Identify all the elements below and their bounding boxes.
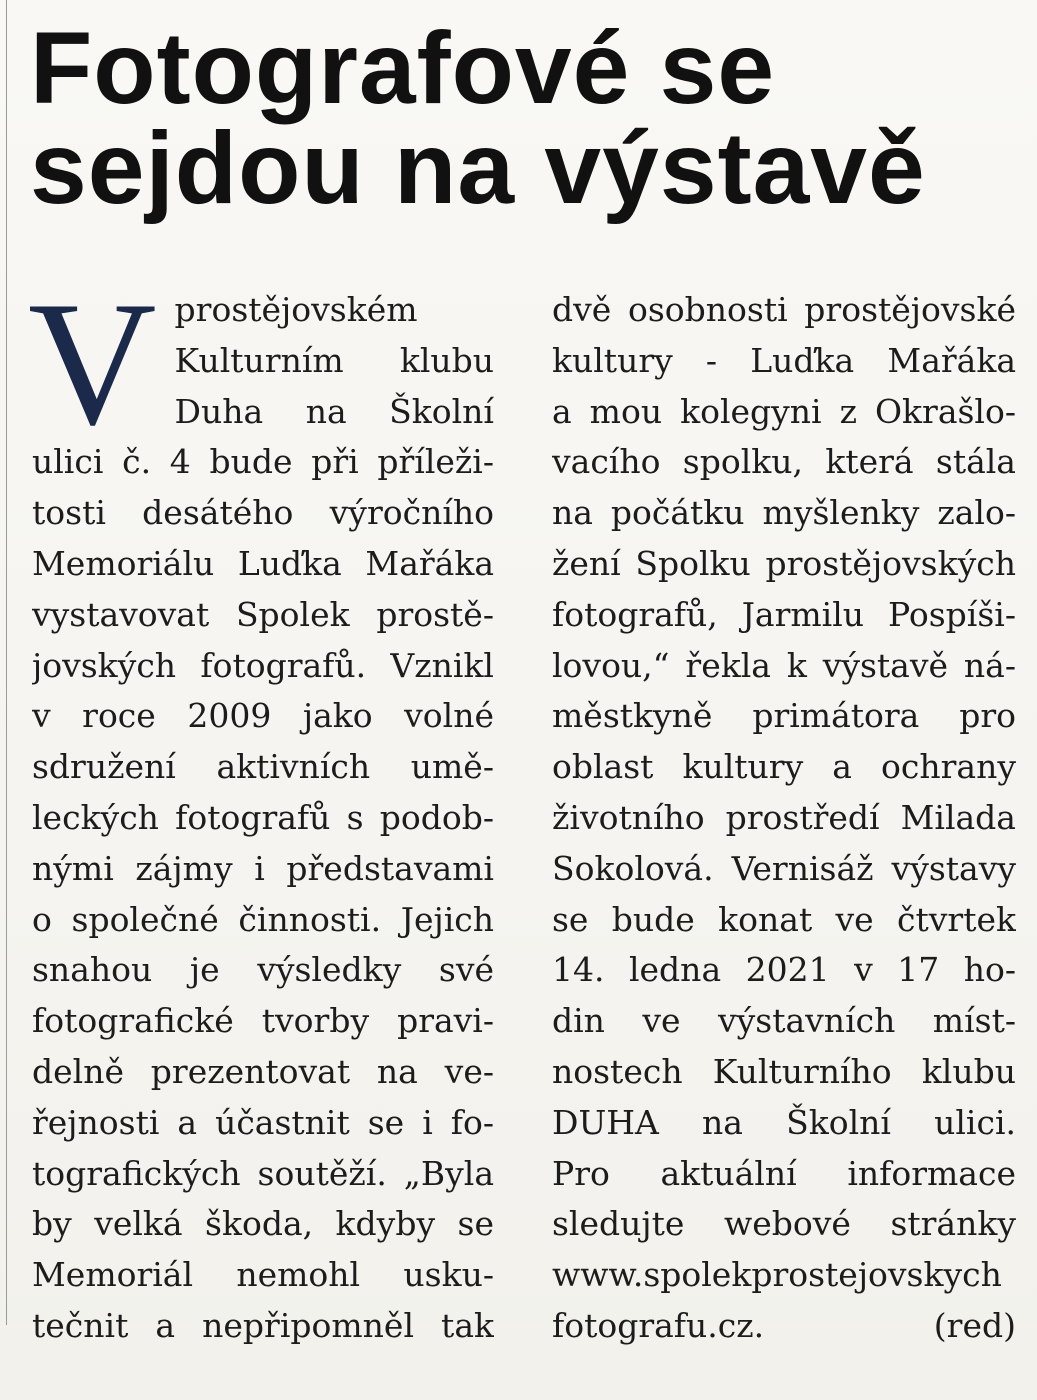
- article-text-line: tografických soutěží. „Byla: [32, 1153, 494, 1193]
- article-text-line: www.spolekprostejovskych: [552, 1255, 1002, 1295]
- headline: [30, 11, 1020, 225]
- article-text-line: nostech Kulturního klubu: [552, 1051, 1016, 1091]
- article-text-line: městkyně primátora pro: [552, 696, 1016, 736]
- article-text-line: delně prezentovat na ve-: [32, 1051, 494, 1091]
- article-text-line: by velká škoda, kdyby se: [32, 1204, 494, 1244]
- article-text-line: životního prostředí Milada: [552, 797, 1016, 837]
- article-text-line: tosti desátého výročního: [32, 493, 494, 533]
- article-text-line: nými zájmy i představami: [32, 848, 494, 888]
- article-text-line: vacího spolku, která stála: [552, 442, 1016, 482]
- article-text-line: v roce 2009 jako volné: [32, 696, 494, 736]
- article-text-line: o společné činnosti. Jejich: [32, 899, 494, 939]
- article-text-line: fotografické tvorby pravi-: [32, 1001, 494, 1041]
- article-text-line: DUHA na Školní ulici.: [552, 1102, 1016, 1142]
- article-text-line: prostějovském: [174, 290, 418, 329]
- article-text-line: Memoriál nemohl usku-: [32, 1255, 494, 1295]
- article-column-right: [552, 285, 1016, 1352]
- article-text-line: Sokolová. Vernisáž výstavy: [552, 848, 1016, 888]
- article-text-line: řejnosti a účastnit se i fo-: [32, 1102, 494, 1142]
- article-text-line: se bude konat ve čtvrtek: [552, 899, 1016, 939]
- article-column-left: [28, 264, 494, 1352]
- article-text-line: na počátku myšlenky zalo-: [552, 493, 1016, 533]
- article-text-line: Memoriálu Luďka Mařáka: [32, 543, 494, 583]
- article-text-line: vystavovat Spolek prostě-: [32, 594, 494, 634]
- drop-cap: V: [28, 264, 157, 462]
- article-text-line: sdružení aktivních umě-: [32, 747, 494, 787]
- article-text-line: fotografů, Jarmilu Pospíši-: [552, 594, 1016, 634]
- article-text-line: din ve výstavních míst-: [552, 1001, 1016, 1041]
- article-text-line: žení Spolku prostějovských: [552, 543, 1016, 583]
- article-text-line: Duha na Školní: [174, 391, 494, 431]
- article-text-line: sledujte webové stránky: [552, 1204, 1016, 1244]
- article-text-line: a mou kolegyni z Okrašlo-: [552, 391, 1016, 431]
- article-text-line: Pro aktuální informace: [552, 1153, 1016, 1193]
- headline-line-1: Fotografové se: [30, 11, 776, 125]
- article-text-line: lovou,“ řekla k výstavě ná-: [552, 645, 1016, 685]
- headline-line-2: sejdou na výstavě: [30, 111, 926, 225]
- article-text-line: tečnit a nepřipomněl tak: [32, 1305, 494, 1345]
- article-text-line: oblast kultury a ochrany: [552, 747, 1016, 787]
- column-rule: [6, 0, 7, 1325]
- article-text-line: dvě osobnosti prostějovské: [552, 290, 1016, 329]
- article-text-line: fotografu.cz. (red): [552, 1305, 1016, 1345]
- article-text-line: leckých fotografů s podob-: [32, 797, 494, 837]
- article-text-line: kultury - Luďka Mařáka: [552, 340, 1016, 380]
- article-text-line: snahou je výsledky své: [32, 950, 494, 990]
- article-text-line: ulici č. 4 bude při příleži-: [32, 442, 494, 482]
- article-text-line: 14. ledna 2021 v 17 ho-: [552, 950, 1016, 990]
- article-text-line: jovských fotografů. Vznikl: [32, 645, 494, 685]
- article-text-line: Kulturním klubu: [174, 340, 494, 380]
